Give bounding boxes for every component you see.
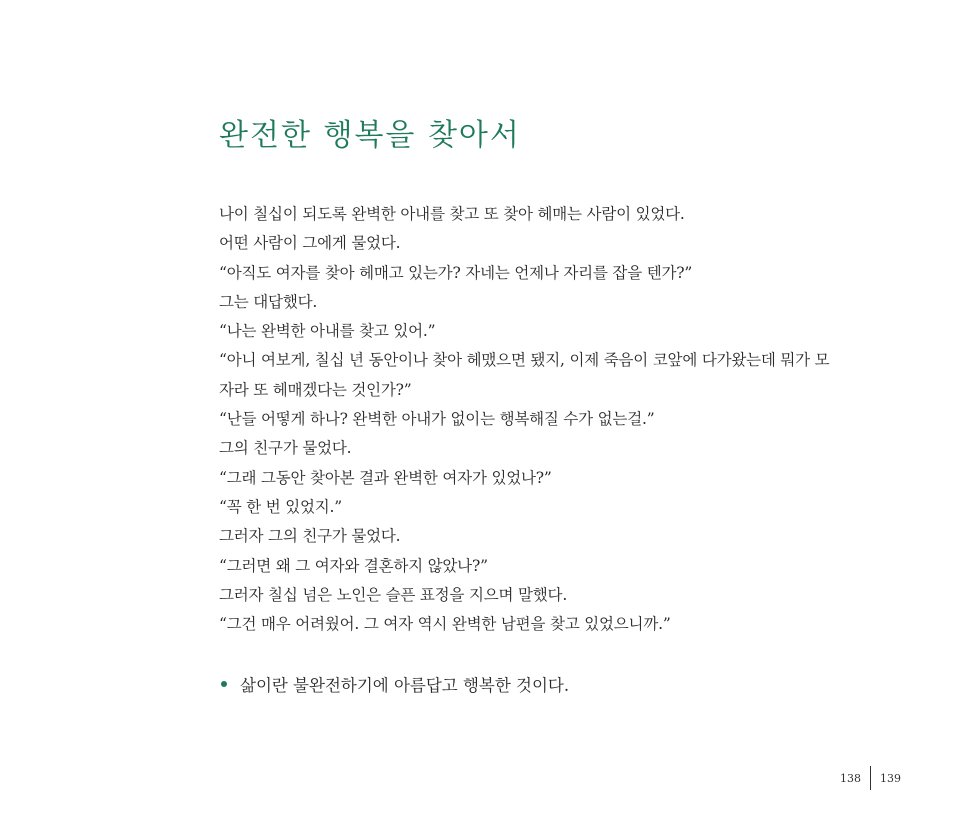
page-number-left: 138 xyxy=(840,771,861,785)
story-line: 그러자 칠십 넘은 노인은 슬픈 표정을 지으며 말했다. xyxy=(219,585,568,604)
page-number-divider xyxy=(870,766,871,790)
page-title: 완전한 행복을 찾아서 xyxy=(219,118,521,153)
story-line: “아직도 여자를 찾아 헤매고 있는가? 자네는 언제나 자리를 잡을 텐가?” xyxy=(219,263,693,282)
page-number-right: 139 xyxy=(880,771,901,785)
bullet-dot-icon xyxy=(221,681,227,687)
story-line: 자라 또 헤매겠다는 것인가?” xyxy=(219,380,412,399)
moral-text: 삶이란 불완전하기에 아름답고 행복한 것이다. xyxy=(240,676,570,695)
story-line: “그래 그동안 찾아본 결과 완벽한 여자가 있었나?” xyxy=(219,468,552,487)
story-line: “꼭 한 번 있었지.” xyxy=(219,497,342,516)
page-numbers xyxy=(840,766,901,790)
story-line: “나는 완벽한 아내를 찾고 있어.” xyxy=(219,322,436,341)
story-line: “아니 여보게, 칠십 년 동안이나 찾아 헤맸으면 됐지, 이제 죽음이 코앞에 다가왔는데 뭐가 모 xyxy=(219,351,830,370)
story-line: “그러면 왜 그 여자와 결혼하지 않았나?” xyxy=(219,556,488,575)
story-line: 나이 칠십이 되도록 완벽한 아내를 찾고 또 찾아 헤매는 사람이 있었다. xyxy=(219,205,685,223)
story-body xyxy=(219,200,829,639)
moral-statement xyxy=(219,672,569,696)
story-line: 어떤 사람이 그에게 물었다. xyxy=(219,234,401,253)
story-line: “그건 매우 어려웠어. 그 여자 역시 완벽한 남편을 찾고 있었으니까.” xyxy=(219,615,671,634)
story-line: 그러자 그의 친구가 물었다. xyxy=(219,527,401,546)
story-line: 그는 대답했다. xyxy=(219,292,318,311)
story-line: 그의 친구가 물었다. xyxy=(219,439,352,458)
story-line: “난들 어떻게 하나? 완벽한 아내가 없이는 행복해질 수가 없는걸.” xyxy=(219,410,655,429)
